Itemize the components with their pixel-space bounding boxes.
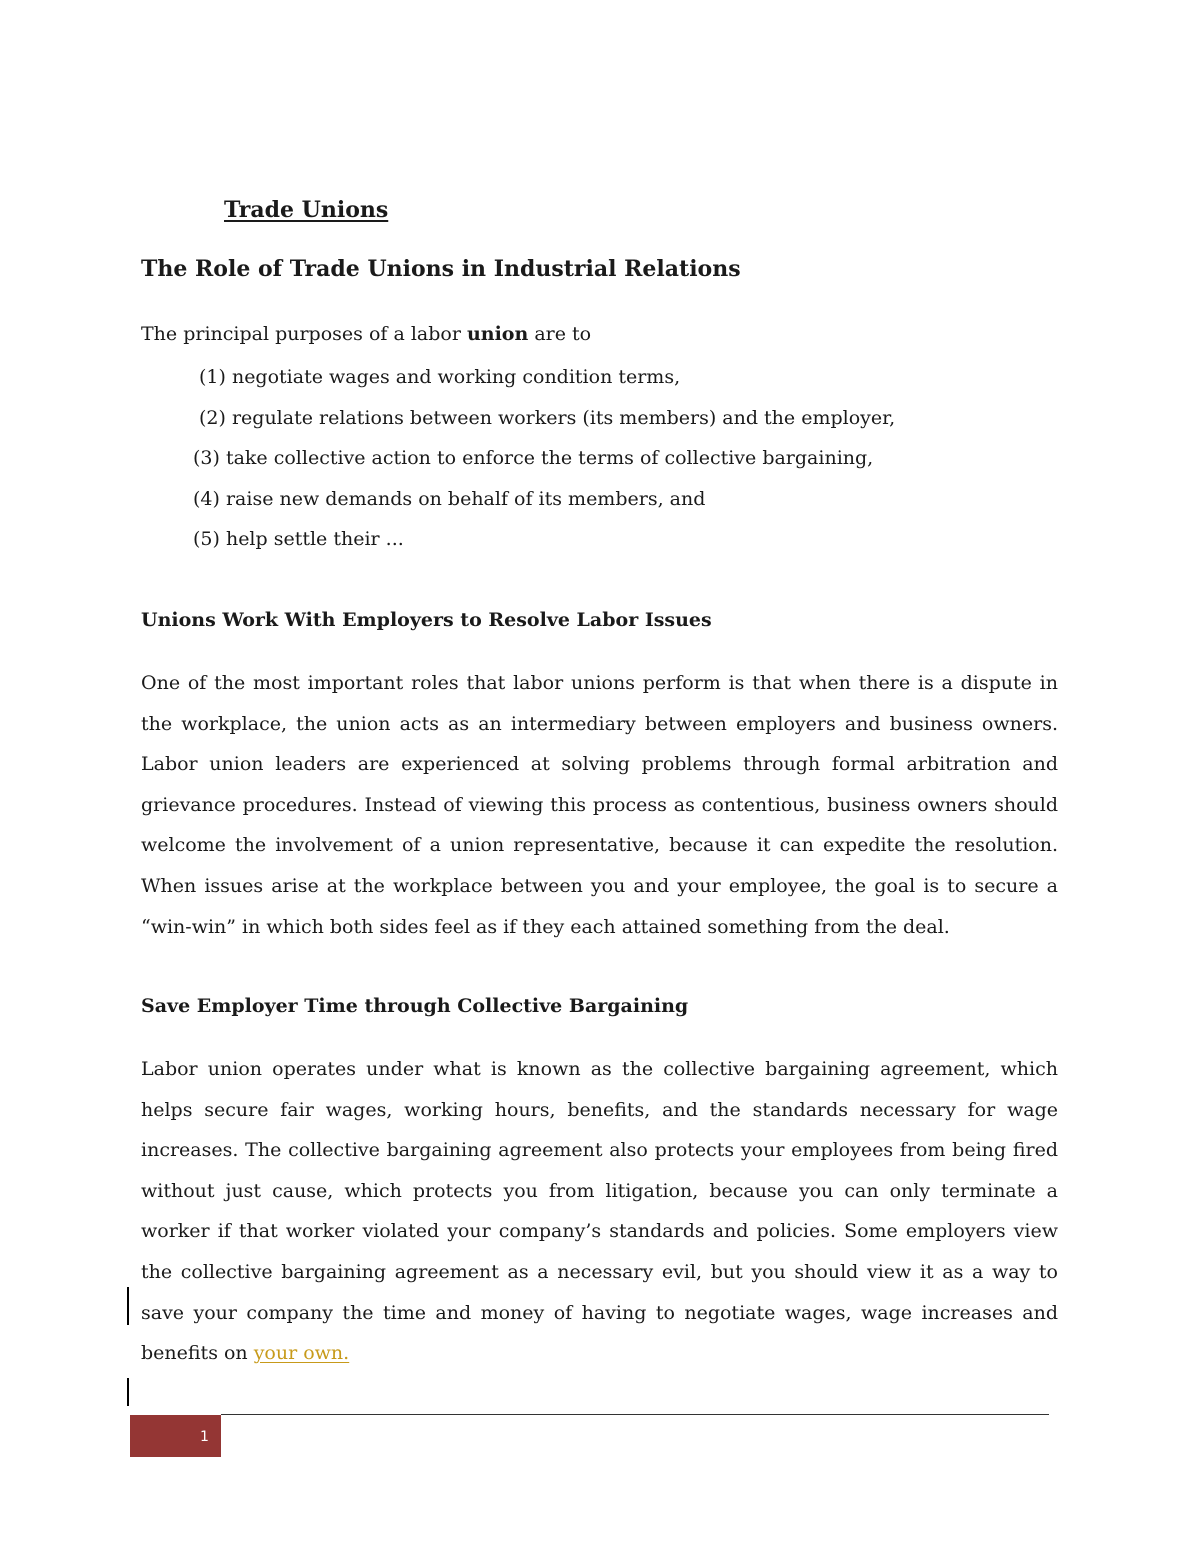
your-own-link[interactable]: your own. (253, 1342, 350, 1365)
list-item: (4) raise new demands on behalf of its members, and (193, 487, 706, 510)
intro-text-after: are to (528, 323, 592, 345)
intro-bold-word: union (466, 323, 529, 345)
intro-sentence (141, 323, 591, 345)
document-subtitle: The Role of Trade Unions in Industrial Relations (141, 256, 741, 282)
section-heading-collective-bargaining: Save Employer Time through Collective Bargaining (141, 995, 689, 1017)
page-number: 1 (200, 1429, 209, 1445)
list-item: (3) take collective action to enforce the terms of collective bargaining, (193, 447, 874, 469)
purposes-list (193, 363, 895, 566)
section-body-text: Labor union operates under what is known as the collective bargaining agreement, which helps secure fair wages, working hours, benefits, and the standards necessary for wage increases. The collective bargaining agreement also protects your employees from being fired without just cause, which protects you from litigation, because you can only terminate a worker if that worker violated your company’s standards and policies. Some employers view the collective bargaining agreement as a necessary evil, but you should view it as a way to save your company the time and money of having to negotiate wages, wage increases and benefits on (141, 1058, 1058, 1365)
list-item: (5) help settle their ... (193, 528, 404, 550)
section-heading-resolve-issues: Unions Work With Employers to Resolve Labor Issues (141, 609, 712, 631)
section-body-collective-bargaining (141, 1049, 1058, 1374)
text-cursor-mark (127, 1287, 129, 1325)
footer-rule (221, 1414, 1049, 1415)
intro-text-before: The principal purposes of a labor (141, 323, 467, 345)
section-body-resolve-issues: One of the most important roles that labor unions perform is that when there is a dispute in the workplace, the union acts as an intermediary between employers and business owners. Labor union leaders are experienced at solving problems through formal arbitration and grievance procedures. Instead of viewing this process as contentious, business owners should welcome the involvement of a union representative, because it can expedite the resolution. When issues arise at the workplace between you and your employee, the goal is to secure a “win-win” in which both sides feel as if they each attained something from the deal. (141, 672, 1058, 938)
list-item: (1) negotiate wages and working condition terms, (199, 366, 681, 388)
text-cursor-mark (127, 1378, 129, 1406)
document-title: Trade Unions (224, 197, 389, 223)
list-item: (2) regulate relations between workers (its members) and the employer, (199, 406, 896, 429)
